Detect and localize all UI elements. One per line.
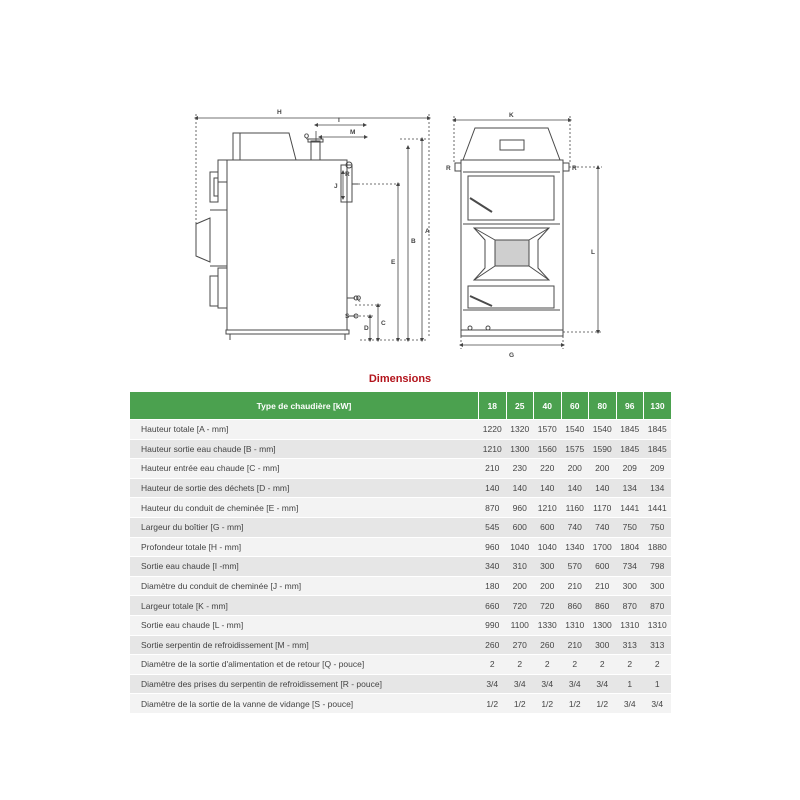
row-value: 2 xyxy=(644,655,672,675)
row-value: 600 xyxy=(534,517,562,537)
row-value: 260 xyxy=(534,635,562,655)
table-row xyxy=(130,478,671,498)
row-value: 1845 xyxy=(616,420,644,440)
row-label: Diamètre de la sortie de la vanne de vidange [S - pouce] xyxy=(130,694,479,713)
row-value: 200 xyxy=(534,576,562,596)
row-value: 3/4 xyxy=(561,674,589,694)
row-value: 313 xyxy=(644,635,672,655)
row-value: 180 xyxy=(479,576,507,596)
row-label: Hauteur du conduit de cheminée [E - mm] xyxy=(130,498,479,518)
row-label: Largeur totale [K - mm] xyxy=(130,596,479,616)
header-col: 60 xyxy=(561,392,589,420)
row-value: 270 xyxy=(506,635,534,655)
boiler-dimension-drawing xyxy=(0,0,800,370)
row-value: 1310 xyxy=(616,615,644,635)
row-value: 310 xyxy=(506,557,534,577)
label-L: L xyxy=(591,249,595,256)
row-label: Hauteur entrée eau chaude [C - mm] xyxy=(130,459,479,479)
row-value: 300 xyxy=(616,576,644,596)
label-R-left: R xyxy=(446,165,451,172)
label-G: G xyxy=(509,352,515,359)
label-K: K xyxy=(509,112,514,119)
row-value: 3/4 xyxy=(616,694,644,713)
row-label: Diamètre des prises du serpentin de refroidissement [R - pouce] xyxy=(130,674,479,694)
row-value: 750 xyxy=(616,517,644,537)
table-row xyxy=(130,517,671,537)
row-value: 200 xyxy=(506,576,534,596)
row-value: 570 xyxy=(561,557,589,577)
front-view-labels xyxy=(446,112,595,359)
row-label: Diamètre du conduit de cheminée [J - mm] xyxy=(130,576,479,596)
dimensions-table xyxy=(130,392,671,713)
row-value: 1310 xyxy=(644,615,672,635)
label-Q-top: Q xyxy=(304,133,310,140)
table-row xyxy=(130,576,671,596)
row-value: 200 xyxy=(589,459,617,479)
table-row xyxy=(130,439,671,459)
row-value: 1540 xyxy=(589,420,617,440)
row-value: 1220 xyxy=(479,420,507,440)
row-value: 990 xyxy=(479,615,507,635)
header-col: 25 xyxy=(506,392,534,420)
row-value: 1310 xyxy=(561,615,589,635)
row-value: 134 xyxy=(644,478,672,498)
row-value: 3/4 xyxy=(479,674,507,694)
row-value: 1210 xyxy=(534,498,562,518)
row-value: 2 xyxy=(561,655,589,675)
row-value: 210 xyxy=(561,576,589,596)
row-value: 1590 xyxy=(589,439,617,459)
table-header-row xyxy=(130,392,671,420)
row-value: 3/4 xyxy=(644,694,672,713)
row-value: 1845 xyxy=(644,420,672,440)
row-value: 140 xyxy=(589,478,617,498)
row-value: 1320 xyxy=(506,420,534,440)
row-value: 209 xyxy=(616,459,644,479)
row-value: 660 xyxy=(479,596,507,616)
row-value: 1/2 xyxy=(479,694,507,713)
row-value: 1560 xyxy=(534,439,562,459)
row-value: 1845 xyxy=(644,439,672,459)
row-label: Sortie eau chaude [L - mm] xyxy=(130,615,479,635)
header-boiler-type: Type de chaudière [kW] xyxy=(130,392,479,420)
table-row xyxy=(130,557,671,577)
row-value: 860 xyxy=(589,596,617,616)
label-A: A xyxy=(425,228,430,235)
dimensions-title: Dimensions xyxy=(368,373,432,385)
row-value: 1300 xyxy=(506,439,534,459)
row-value: 340 xyxy=(479,557,507,577)
table-row xyxy=(130,498,671,518)
row-value: 300 xyxy=(589,635,617,655)
row-value: 1 xyxy=(644,674,672,694)
row-value: 1/2 xyxy=(506,694,534,713)
row-value: 1441 xyxy=(644,498,672,518)
row-value: 260 xyxy=(479,635,507,655)
row-value: 209 xyxy=(644,459,672,479)
row-value: 1330 xyxy=(534,615,562,635)
row-value: 1 xyxy=(616,674,644,694)
row-value: 134 xyxy=(616,478,644,498)
header-col: 18 xyxy=(479,392,507,420)
side-view-labels xyxy=(277,109,430,332)
row-value: 1880 xyxy=(644,537,672,557)
row-value: 3/4 xyxy=(506,674,534,694)
row-value: 600 xyxy=(506,517,534,537)
row-value: 960 xyxy=(506,498,534,518)
row-value: 140 xyxy=(534,478,562,498)
row-value: 230 xyxy=(506,459,534,479)
table-row xyxy=(130,635,671,655)
table-row xyxy=(130,420,671,440)
label-H: H xyxy=(277,109,282,116)
table-row xyxy=(130,694,671,713)
header-col: 130 xyxy=(644,392,672,420)
label-I: I xyxy=(338,117,340,124)
label-M: M xyxy=(350,129,356,136)
row-value: 1100 xyxy=(506,615,534,635)
row-value: 3/4 xyxy=(589,674,617,694)
row-label: Diamètre de la sortie d'alimentation et de retour [Q - pouce] xyxy=(130,655,479,675)
row-value: 720 xyxy=(534,596,562,616)
row-value: 1300 xyxy=(589,615,617,635)
row-value: 313 xyxy=(616,635,644,655)
row-value: 1700 xyxy=(589,537,617,557)
row-value: 870 xyxy=(479,498,507,518)
table-row xyxy=(130,537,671,557)
row-value: 3/4 xyxy=(534,674,562,694)
row-value: 210 xyxy=(561,635,589,655)
front-hood xyxy=(463,128,560,160)
row-label: Hauteur totale [A - mm] xyxy=(130,420,479,440)
row-value: 1540 xyxy=(561,420,589,440)
burner-cone xyxy=(196,218,210,262)
row-value: 870 xyxy=(616,596,644,616)
row-value: 740 xyxy=(589,517,617,537)
row-value: 300 xyxy=(534,557,562,577)
row-label: Hauteur sortie eau chaude [B - mm] xyxy=(130,439,479,459)
table-row xyxy=(130,596,671,616)
row-value: 750 xyxy=(644,517,672,537)
table-body xyxy=(130,420,671,713)
table-row xyxy=(130,615,671,635)
row-value: 740 xyxy=(561,517,589,537)
label-Q-bottom: Q xyxy=(356,295,362,302)
row-value: 210 xyxy=(589,576,617,596)
row-value: 1340 xyxy=(561,537,589,557)
flue-pipe xyxy=(311,141,320,160)
table-row xyxy=(130,459,671,479)
header-col: 40 xyxy=(534,392,562,420)
row-value: 210 xyxy=(479,459,507,479)
row-value: 220 xyxy=(534,459,562,479)
row-value: 860 xyxy=(561,596,589,616)
row-value: 2 xyxy=(506,655,534,675)
label-R-side: R xyxy=(345,171,350,178)
row-value: 1160 xyxy=(561,498,589,518)
label-D: D xyxy=(364,325,369,332)
row-value: 1210 xyxy=(479,439,507,459)
label-E: E xyxy=(391,259,396,266)
side-hood xyxy=(233,133,296,160)
row-value: 2 xyxy=(616,655,644,675)
row-value: 734 xyxy=(616,557,644,577)
row-value: 1804 xyxy=(616,537,644,557)
header-col: 96 xyxy=(616,392,644,420)
row-value: 1575 xyxy=(561,439,589,459)
table-row xyxy=(130,655,671,675)
row-label: Largeur du boîtier [G - mm] xyxy=(130,517,479,537)
row-value: 1/2 xyxy=(589,694,617,713)
row-value: 1570 xyxy=(534,420,562,440)
label-B: B xyxy=(411,238,416,245)
row-label: Sortie serpentin de refroidissement [M - mm] xyxy=(130,635,479,655)
side-body xyxy=(227,160,347,330)
label-J: J xyxy=(334,183,338,190)
row-value: 545 xyxy=(479,517,507,537)
row-value: 870 xyxy=(644,596,672,616)
row-value: 140 xyxy=(506,478,534,498)
row-label: Sortie eau chaude [I -mm] xyxy=(130,557,479,577)
row-value: 140 xyxy=(561,478,589,498)
row-value: 300 xyxy=(644,576,672,596)
row-label: Hauteur de sortie des déchets [D - mm] xyxy=(130,478,479,498)
row-value: 2 xyxy=(589,655,617,675)
row-value: 600 xyxy=(589,557,617,577)
side-view xyxy=(196,133,358,340)
table-row xyxy=(130,674,671,694)
row-value: 1/2 xyxy=(561,694,589,713)
row-value: 960 xyxy=(479,537,507,557)
row-value: 2 xyxy=(479,655,507,675)
row-value: 1/2 xyxy=(534,694,562,713)
row-value: 2 xyxy=(534,655,562,675)
row-value: 1441 xyxy=(616,498,644,518)
row-label: Profondeur totale [H - mm] xyxy=(130,537,479,557)
row-value: 1845 xyxy=(616,439,644,459)
header-col: 80 xyxy=(589,392,617,420)
label-R-right: R xyxy=(572,165,577,172)
front-view xyxy=(455,128,569,336)
row-value: 1040 xyxy=(534,537,562,557)
row-value: 1040 xyxy=(506,537,534,557)
label-S: S xyxy=(345,313,350,320)
row-value: 720 xyxy=(506,596,534,616)
row-value: 140 xyxy=(479,478,507,498)
row-value: 1170 xyxy=(589,498,617,518)
row-value: 798 xyxy=(644,557,672,577)
row-value: 200 xyxy=(561,459,589,479)
label-C: C xyxy=(381,320,386,327)
